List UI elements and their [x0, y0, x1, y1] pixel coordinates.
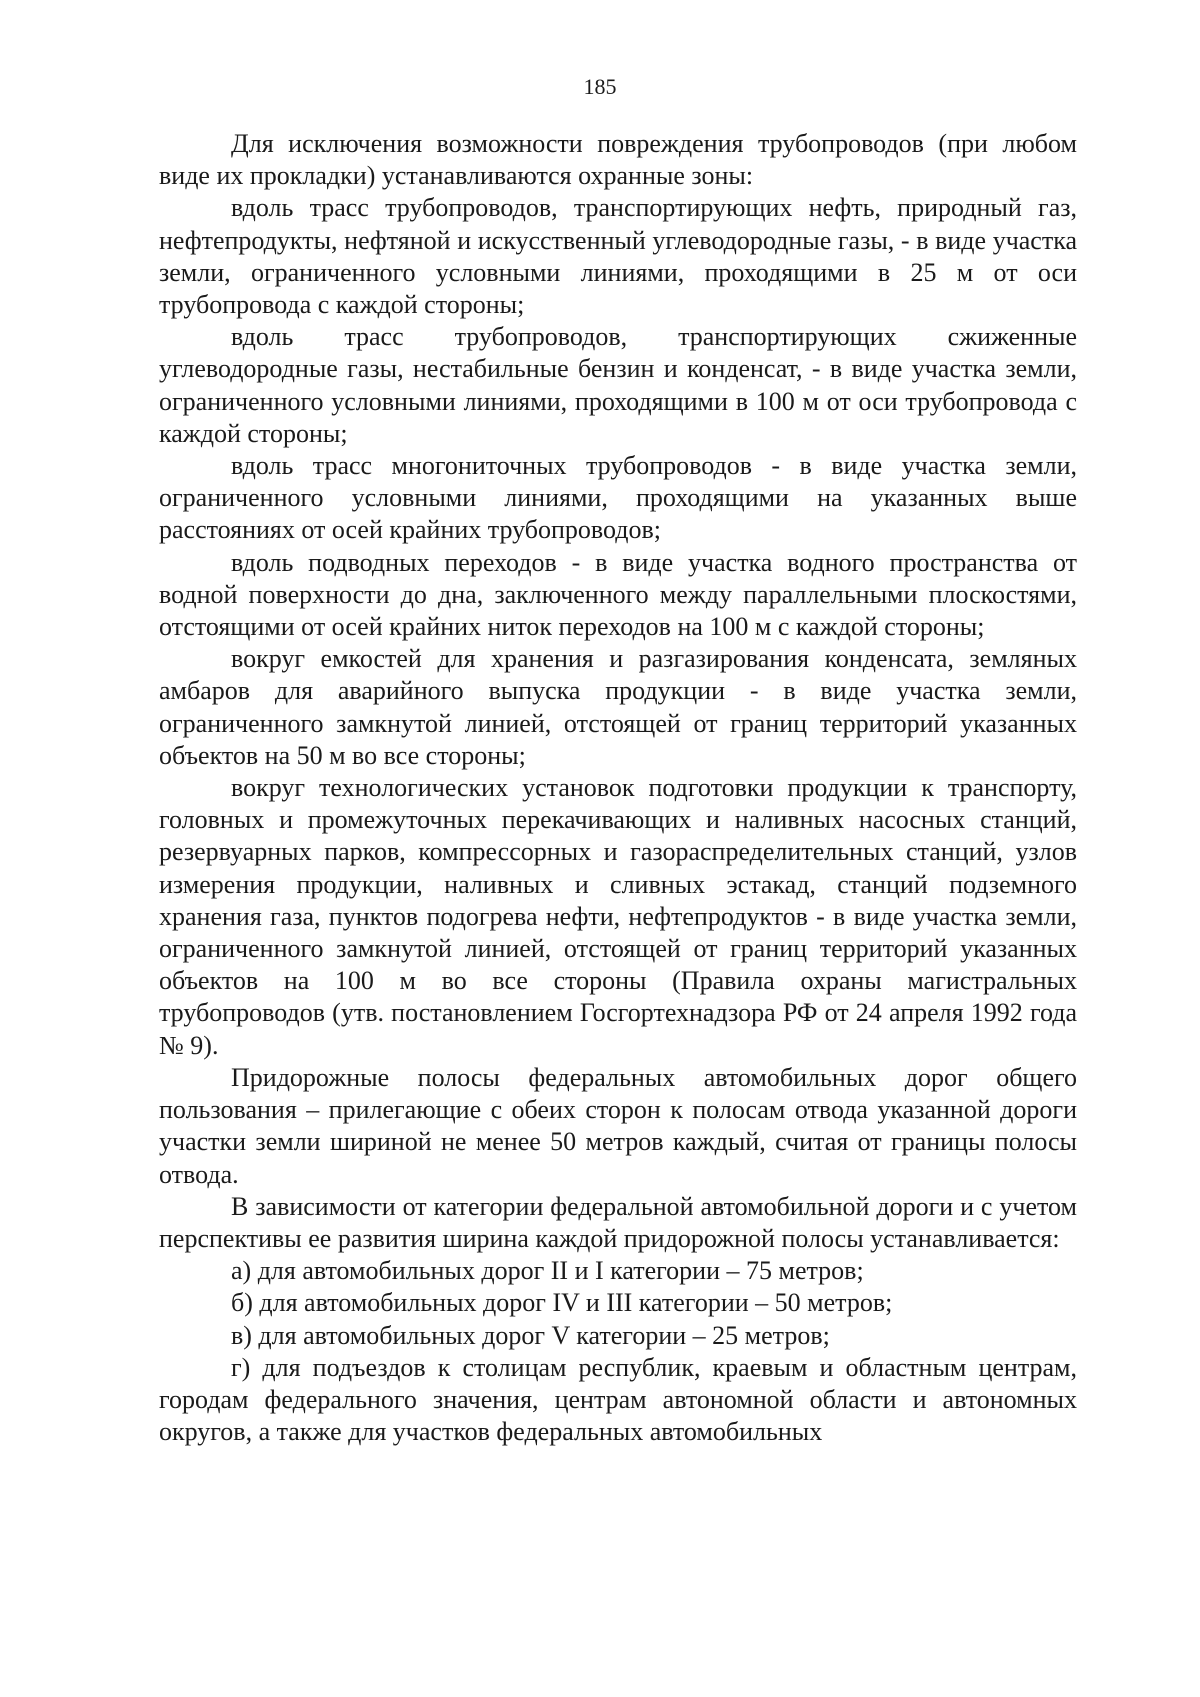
list-item-c: в) для автомобильных дорог V категории – 25 метров; — [231, 1320, 830, 1350]
paragraph-liquefied-gas-pipelines: вдоль трасс трубопроводов, транспортирующих сжиженные углеводородные газы, нестабильные бензин и конденсат, - в виде участка земли, ограниченного условными линиями, проходящими в 100 м от оси трубопровода с каждой стороны; — [159, 322, 1077, 448]
document-body — [159, 128, 1077, 1448]
paragraph-underwater-crossings: вдоль подводных переходов - в виде участка водного пространства от водной поверхности до дна, заключенного между параллельными плоскостями, отстоящими от осей крайних ниток переходов на 100 м с каждой стороны; — [159, 547, 1077, 642]
paragraph-technological-installations: вокруг технологических установок подготовки продукции к транспорту, головных и промежуточных перекачивающих и наливных насосных станций, резервуарных парков, компрессорных и газораспределительных станций, узлов измерения продукции, наливных и сливных эстакад, станций подземного хранения газа, пунктов подогрева нефти, нефтепродуктов - в виде участка земли, ограниченного замкнутой линией, отстоящей от границ территорий указанных объектов на 100 м во все стороны (Правила охраны магистральных трубопроводов (утв. постановлением Госгортехнадзора РФ от 24 апреля 1992 года № 9). — [159, 773, 1077, 1060]
list-item-d: г) для подъездов к столицам республик, краевым и областным центрам, городам федерального значения, центрам автономной области и автономных округов, а также для участков федеральных автомобильных — [159, 1352, 1077, 1447]
paragraph-intro: Для исключения возможности повреждения трубопроводов (при любом виде их прокладки) устанавливаются охранные зоны: — [159, 129, 1077, 191]
page-number: 185 — [583, 74, 617, 99]
paragraph-multi-line-pipelines: вдоль трасс многониточных трубопроводов - в виде участка земли, ограниченного условными линиями, проходящими на указанных выше расстояниях от осей крайних трубопроводов; — [159, 451, 1077, 545]
list-item-b: б) для автомобильных дорог IV и III категории – 50 метров; — [231, 1288, 893, 1318]
paragraph-storage-tanks: вокруг емкостей для хранения и разгазирования конденсата, земляных амбаров для аварийного выпуска продукции - в виде участка земли, ограниченного замкнутой линией, отстоящей от границ территорий указанных объектов на 50 м во все стороны; — [159, 644, 1077, 770]
paragraph-road-category-intro: В зависимости от категории федеральной автомобильной дороги и с учетом перспективы ее развития ширина каждой придорожной полосы устанавливается: — [159, 1191, 1077, 1253]
paragraph-oil-gas-pipelines: вдоль трасс трубопроводов, транспортирующих нефть, природный газ, нефтепродукты, нефтяной и искусственный углеводородные газы, - в виде участка земли, ограниченного условными линиями, проходящими в 25 м от оси трубопровода с каждой стороны; — [159, 193, 1077, 320]
list-item-a: а) для автомобильных дорог II и I категории – 75 метров; — [231, 1256, 864, 1286]
paragraph-roadside-strips: Придорожные полосы федеральных автомобильных дорог общего пользования – прилегающие с обеих сторон к полосам отвода указанной дороги участки земли шириной не менее 50 метров каждый, считая от границы полосы отвода. — [159, 1062, 1077, 1189]
